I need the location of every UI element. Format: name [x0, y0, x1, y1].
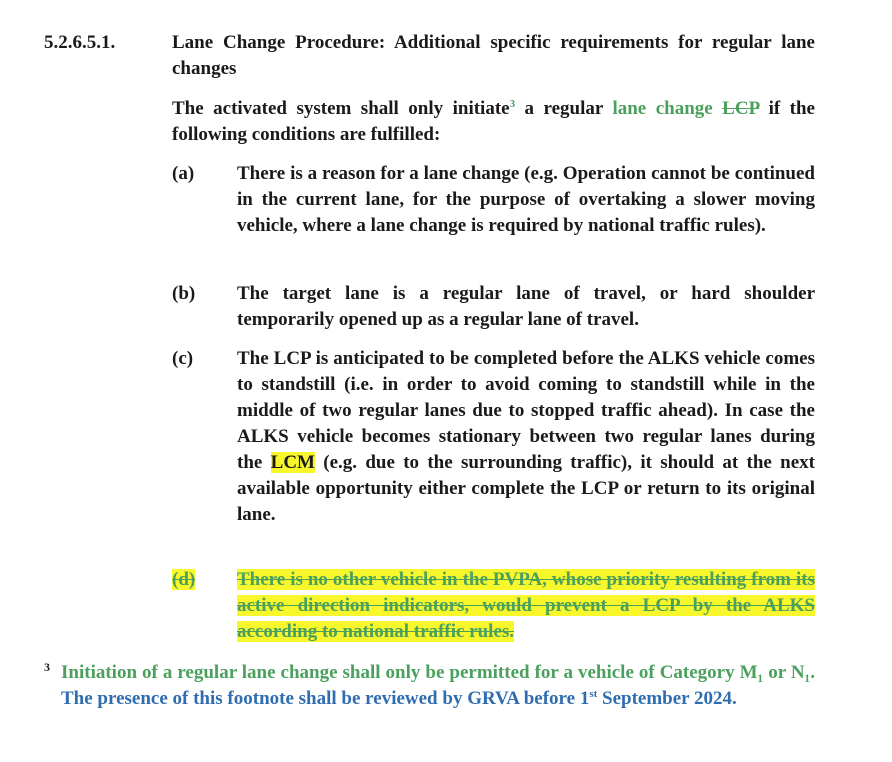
intro-text-after: if the following conditions are fulfilled: — [172, 98, 815, 145]
list-item-label: (c) — [172, 348, 194, 369]
footnote-blue-text-end: September 2024. — [597, 688, 737, 709]
highlighted-term: LCM — [270, 452, 315, 473]
list-item-label: (a) — [172, 163, 195, 184]
deleted-item-text: There is no other vehicle in the PVPA, whose priority resulting from its active direction indicators, would prevent a LCP by the ALKS according to national traffic rules. — [237, 569, 815, 642]
intro-text-before: The activated system shall only initiate — [172, 98, 510, 119]
footnote-reference[interactable]: 3 — [509, 98, 516, 110]
list-item-text: There is a reason for a lane change (e.g. Operation cannot be continued in the current lane, for the purpose of overtaking a slower moving vehicle, where a lane change is required by national traffic rules). — [237, 163, 815, 236]
list-item-text-before: The LCP is anticipated to be completed before the ALKS vehicle comes to standstill (i.e. in order to avoid coming to standstill while in the middle of two regular lanes due to stopped traffic ahead). In case the ALKS vehicle becomes stationary between two regular lanes during the — [237, 348, 815, 473]
list-item-label: (b) — [172, 283, 196, 304]
deleted-text: LCP — [722, 98, 760, 119]
list-item-text: The target lane is a regular lane of travel, or hard shoulder temporarily opened up as a regular lane of travel. — [237, 283, 815, 330]
footnote-text — [61, 660, 815, 712]
footnote-blue-text: The presence of this footnote shall be reviewed by GRVA before 1 — [61, 688, 590, 709]
list-item-text — [237, 567, 815, 645]
footnote-mark: 3 — [44, 660, 50, 674]
list-item-text-after: (e.g. due to the surrounding traffic), it should at the next available opportunity either complete the LCP or return to its original lane. — [237, 452, 815, 525]
inserted-text: lane change — [612, 98, 713, 119]
section-title: Lane Change Procedure: Additional specific requirements for regular lane changes — [172, 32, 815, 79]
section-number: 5.2.6.5.1. — [44, 32, 116, 53]
list-item-text — [237, 346, 815, 528]
footnote-ordinal-suffix: st — [589, 688, 598, 700]
intro-text-mid: a regular — [515, 98, 613, 119]
list-item-label — [172, 567, 195, 593]
intro-paragraph — [172, 96, 815, 148]
deleted-label: (d) — [172, 569, 196, 590]
footnote-green-text: Initiation of a regular lane change shall only be permitted for a vehicle of Category M₁ or N₁. — [61, 662, 815, 683]
